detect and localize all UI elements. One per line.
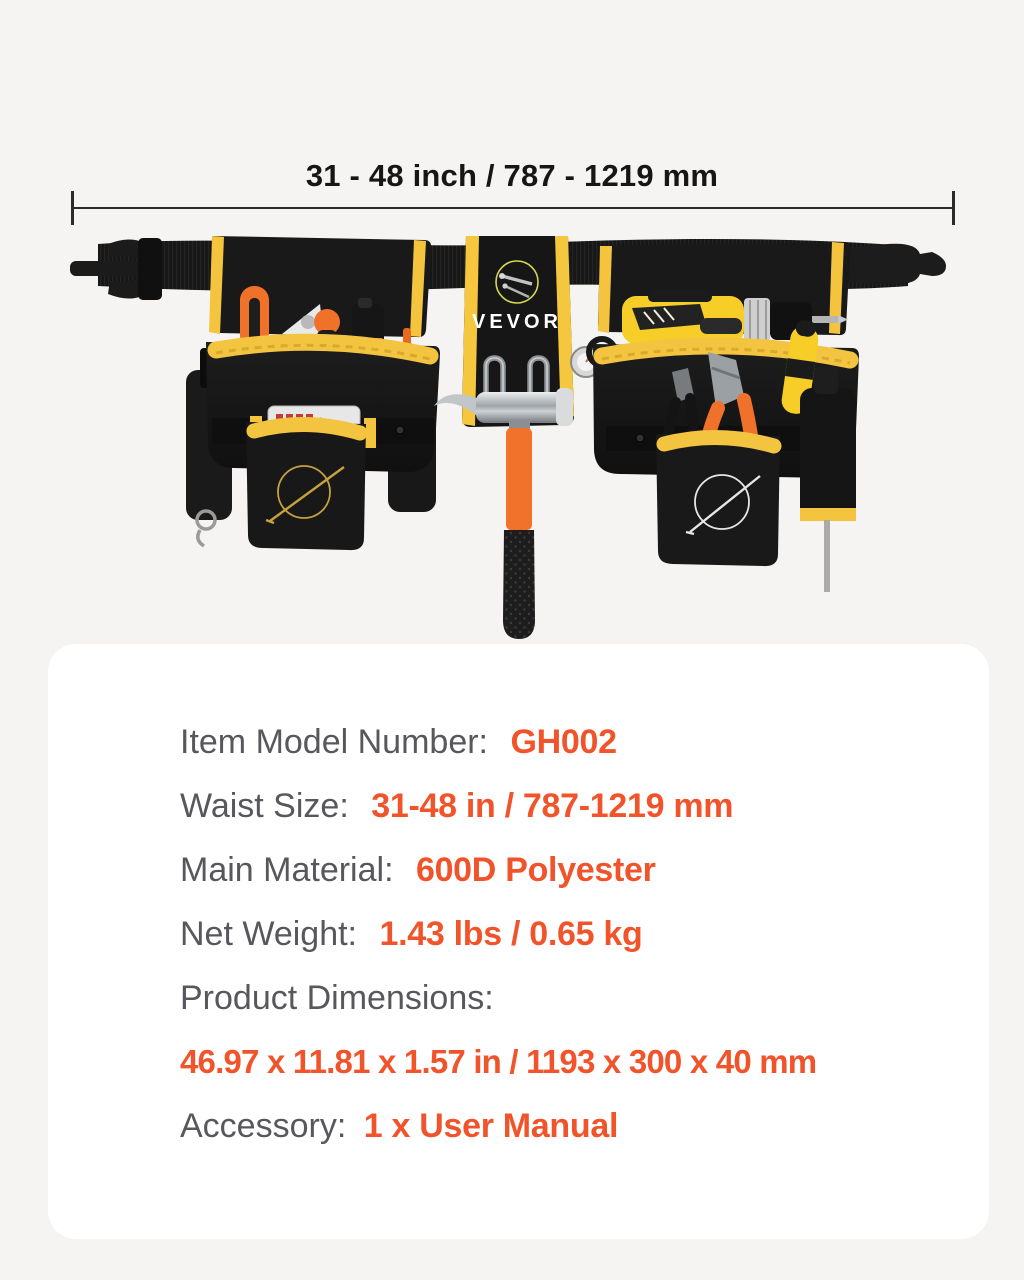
- buckle-tongue: [70, 261, 142, 276]
- drill-bit: [812, 316, 838, 323]
- spec-label-material: Main Material:: [180, 851, 394, 889]
- hammer-grip: [503, 530, 535, 639]
- right-sleeve-band: [800, 508, 856, 521]
- right-sleeve-pocket: [800, 388, 856, 520]
- spec-row-dimensions-label: [180, 966, 949, 1030]
- nail-2-head: [502, 283, 507, 288]
- right-front-pocket: [656, 434, 780, 566]
- nail-1-head: [499, 273, 505, 279]
- blade-hole: [301, 315, 315, 329]
- spec-row-waist-size: [180, 774, 949, 838]
- right-pouch: [571, 242, 859, 592]
- left-front-pocket: [246, 422, 366, 550]
- buckle-clip: [845, 244, 946, 285]
- tool-clip: [358, 298, 372, 308]
- buckle-bar: [138, 238, 162, 300]
- belt-buckle-left: [70, 238, 162, 300]
- hammer-head: [476, 392, 564, 423]
- spec-value-weight: 1.43 lbs / 0.65 kg: [379, 915, 643, 953]
- spec-label-model: Item Model Number:: [180, 723, 488, 761]
- spec-value-material: 600D Polyester: [415, 851, 656, 889]
- spec-value-dimensions: 46.97 x 11.81 x 1.57 in / 1193 x 300 x 40 mm: [180, 1043, 817, 1080]
- spec-row-weight: [180, 902, 949, 966]
- spec-value-model: GH002: [510, 723, 617, 761]
- hammer-handle-orange: [506, 428, 532, 530]
- spec-list: [180, 710, 949, 1158]
- spec-label-waist-size: Waist Size:: [180, 787, 349, 825]
- left-pouch: [186, 236, 440, 550]
- spec-row-material: [180, 838, 949, 902]
- tool-belt-photo: [0, 220, 1024, 650]
- waist-size-annotation: 31 - 48 inch / 787 - 1219 mm: [305, 158, 719, 193]
- spec-row-accessory: [180, 1094, 949, 1158]
- spec-card: [48, 644, 989, 1239]
- right-front-pocket-rim: [664, 437, 774, 446]
- spec-label-accessory: Accessory:: [180, 1107, 347, 1145]
- driver-shaft: [824, 520, 830, 592]
- brand-logo-text: VEVOR: [471, 311, 563, 333]
- belt-buckle-right: [845, 244, 946, 285]
- measure-line: [74, 207, 952, 209]
- spec-value-waist-size: 31-48 in / 787-1219 mm: [371, 787, 734, 825]
- spec-row-model: [180, 710, 949, 774]
- spec-value-accessory: 1 x User Manual: [363, 1107, 619, 1145]
- drill-top: [648, 290, 712, 302]
- left-front-pocket-rim: [254, 424, 360, 433]
- drill-switch: [700, 318, 742, 334]
- spec-label-weight: Net Weight:: [180, 915, 358, 953]
- spec-label-dimensions: Product Dimensions:: [180, 979, 494, 1017]
- right-sleeve-tool: [814, 366, 838, 394]
- spec-row-dimensions-value: [180, 1030, 949, 1094]
- hammer-face: [556, 388, 573, 426]
